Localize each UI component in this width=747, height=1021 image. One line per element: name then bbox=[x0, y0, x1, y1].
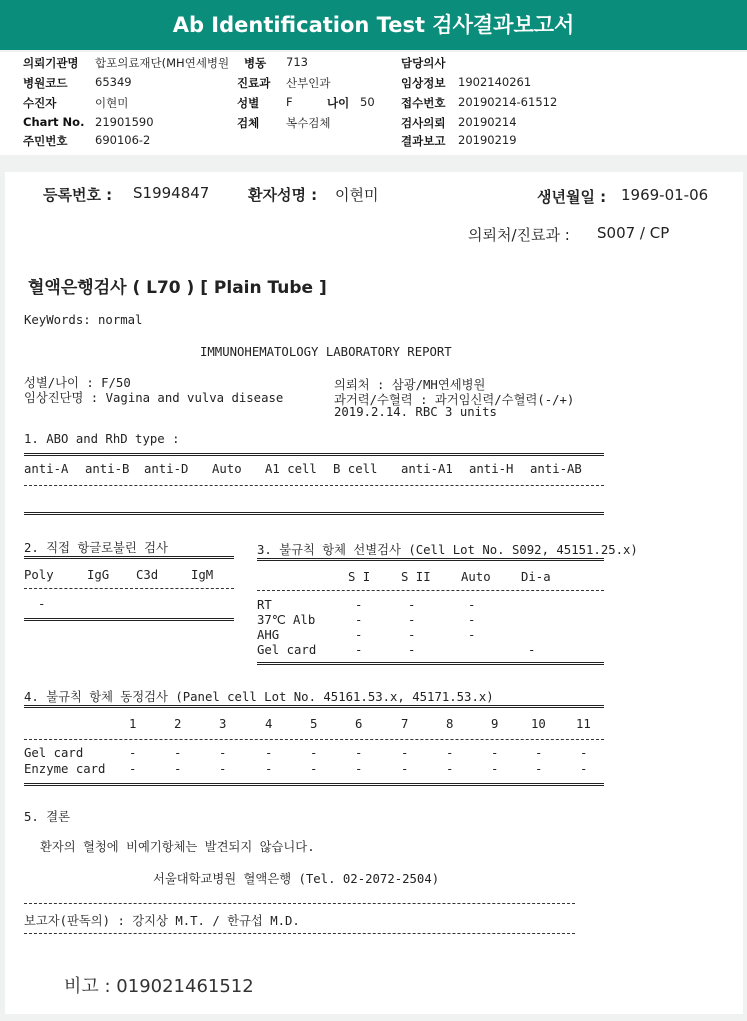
scanned-report-page bbox=[5, 172, 743, 1014]
panel-cell: - bbox=[535, 762, 543, 776]
panel-cell: - bbox=[401, 762, 409, 776]
abo-col-a1-cell: A1 cell bbox=[265, 462, 317, 476]
resident-no-label: 주민번호 bbox=[23, 134, 68, 148]
section4-mid-rule bbox=[24, 739, 604, 740]
panel-cell: - bbox=[265, 746, 273, 760]
transfusion-line: 2019.2.14. RBC 3 units bbox=[334, 405, 497, 419]
screen-col-dia: Di-a bbox=[521, 570, 551, 584]
chart-no-label: Chart No. bbox=[23, 115, 85, 129]
abo-col-anti-d: anti-D bbox=[144, 462, 189, 476]
panel-cell: - bbox=[535, 746, 543, 760]
dob-value: 1969-01-06 bbox=[621, 186, 709, 204]
abo-col-auto: Auto bbox=[212, 462, 242, 476]
panel-col: 3 bbox=[219, 717, 227, 731]
screen-cell: - bbox=[355, 643, 363, 657]
referral-dept-label: 의뢰처/진료과 : bbox=[468, 226, 570, 244]
panel-cell: - bbox=[219, 762, 227, 776]
screen-col-s2: S II bbox=[401, 570, 431, 584]
panel-cell: - bbox=[491, 746, 499, 760]
result-report-date-value: 20190219 bbox=[458, 133, 517, 147]
panel-col: 2 bbox=[174, 717, 182, 731]
panel-cell: - bbox=[446, 762, 454, 776]
report-heading: IMMUNOHEMATOLOGY LABORATORY REPORT bbox=[200, 345, 452, 359]
screen-cell: - bbox=[468, 598, 476, 612]
screen-cell: - bbox=[528, 643, 536, 657]
section1-top-rule bbox=[24, 453, 604, 456]
panel-col: 6 bbox=[355, 717, 363, 731]
screen-cell: - bbox=[355, 598, 363, 612]
section3-bottom-rule bbox=[257, 662, 604, 665]
dat-result-value: - bbox=[38, 597, 46, 611]
keywords: KeyWords: normal bbox=[24, 313, 143, 327]
section4-top-rule bbox=[24, 705, 604, 708]
panel-cell: - bbox=[355, 762, 363, 776]
requesting-institution-label: 의뢰기관명 bbox=[23, 56, 79, 70]
clinical-diagnosis-line: 임상진단명 : Vagina and vulva disease bbox=[24, 391, 284, 405]
dat-col-poly: Poly bbox=[24, 568, 54, 582]
dat-col-igm: IgM bbox=[191, 568, 214, 582]
panel-cell: - bbox=[219, 746, 227, 760]
panel-cell: - bbox=[174, 762, 182, 776]
screen-row-name: Gel card bbox=[257, 643, 317, 657]
panel-cell: - bbox=[129, 762, 137, 776]
patient-value: 이현미 bbox=[95, 96, 129, 110]
screen-cell: - bbox=[408, 613, 416, 627]
section3-title: 3. 불규칙 항체 선별검사 (Cell Lot No. S092, 45151.25.x) bbox=[257, 543, 638, 557]
screen-row-name: RT bbox=[257, 598, 272, 612]
requesting-institution-value: 합포의료재단(MH연세병원 bbox=[95, 56, 230, 70]
hospital-code-value: 65349 bbox=[95, 75, 132, 89]
panel-cell: - bbox=[310, 762, 318, 776]
section4-bottom-rule bbox=[24, 783, 604, 786]
panel-col: 4 bbox=[265, 717, 273, 731]
screen-row-name: AHG bbox=[257, 628, 280, 642]
section2-title: 2. 직접 항글로불린 검사 bbox=[24, 541, 168, 555]
attending-physician-label: 담당의사 bbox=[401, 56, 446, 70]
requester-line: 의뢰처 : 삼광/MH연세병원 bbox=[334, 378, 486, 392]
abo-col-anti-a1: anti-A1 bbox=[401, 462, 453, 476]
abo-col-b-cell: B cell bbox=[333, 462, 378, 476]
result-report-date-label: 결과보고 bbox=[401, 134, 446, 148]
section1-title: 1. ABO and RhD type : bbox=[24, 432, 180, 446]
panel-cell: - bbox=[446, 746, 454, 760]
clinical-info-label: 임상정보 bbox=[401, 76, 446, 90]
blood-bank-info: 서울대학교병원 혈액은행 (Tel. 02-2072-2504) bbox=[153, 872, 440, 886]
sex-age-line: 성별/나이 : F/50 bbox=[24, 376, 131, 390]
screen-cell: - bbox=[468, 628, 476, 642]
dat-col-igg: IgG bbox=[87, 568, 110, 582]
dat-col-c3d: C3d bbox=[136, 568, 159, 582]
section2-top-rule bbox=[24, 556, 234, 559]
panel-col: 5 bbox=[310, 717, 318, 731]
panel-row-name: Gel card bbox=[24, 746, 84, 760]
section2-bottom-rule bbox=[24, 618, 234, 621]
registration-no-value: S1994847 bbox=[133, 184, 210, 202]
panel-col: 7 bbox=[401, 717, 409, 731]
screen-cell: - bbox=[468, 613, 476, 627]
panel-row-name: Enzyme card bbox=[24, 762, 106, 776]
section1-bottom-rule bbox=[24, 512, 604, 515]
test-request-date-value: 20190214 bbox=[458, 115, 517, 129]
section2-mid-rule bbox=[24, 588, 234, 589]
panel-col: 1 bbox=[129, 717, 137, 731]
ward-value: 713 bbox=[286, 55, 308, 69]
age-label: 나이 bbox=[327, 96, 350, 110]
screen-cell: - bbox=[355, 613, 363, 627]
patient-name-label: 환자성명 : bbox=[248, 186, 318, 204]
panel-cell: - bbox=[580, 762, 588, 776]
screen-col-auto: Auto bbox=[461, 570, 491, 584]
screen-cell: - bbox=[408, 643, 416, 657]
abo-col-anti-b: anti-B bbox=[85, 462, 130, 476]
chart-no-value: 21901590 bbox=[95, 115, 154, 129]
abo-col-anti-ab: anti-AB bbox=[530, 462, 582, 476]
conclusion-text: 환자의 혈청에 비예기항체는 발견되지 않습니다. bbox=[40, 840, 315, 854]
panel-col: 9 bbox=[491, 717, 499, 731]
panel-cell: - bbox=[355, 746, 363, 760]
panel-cell: - bbox=[580, 746, 588, 760]
panel-cell: - bbox=[265, 762, 273, 776]
screen-row-name: 37℃ Alb bbox=[257, 613, 316, 627]
clinical-info-value: 1902140261 bbox=[458, 75, 532, 89]
panel-cell: - bbox=[129, 746, 137, 760]
patient-label: 수진자 bbox=[23, 96, 57, 110]
screen-cell: - bbox=[408, 628, 416, 642]
abo-col-anti-h: anti-H bbox=[469, 462, 514, 476]
sex-value: F bbox=[286, 95, 293, 109]
section3-mid-rule bbox=[257, 590, 604, 591]
specimen-label: 검체 bbox=[237, 116, 260, 130]
reporter-top-rule bbox=[24, 903, 575, 904]
screen-cell: - bbox=[408, 598, 416, 612]
panel-col: 11 bbox=[576, 717, 591, 731]
section5-title: 5. 결론 bbox=[24, 810, 70, 824]
dob-label: 생년월일 : bbox=[537, 188, 607, 206]
abo-col-anti-a: anti-A bbox=[24, 462, 69, 476]
registration-no-label: 등록번호 : bbox=[43, 186, 113, 204]
referral-dept-value: S007 / CP bbox=[597, 224, 670, 242]
section3-top-rule bbox=[257, 558, 604, 561]
test-request-date-label: 검사의뢰 bbox=[401, 116, 446, 130]
report-title: Ab Identification Test 검사결과보고서 bbox=[172, 13, 575, 37]
panel-cell: - bbox=[401, 746, 409, 760]
test-title: 혈액은행검사 ( L70 ) [ Plain Tube ] bbox=[28, 278, 327, 298]
history-line: 과거력/수혈력 : 과거임신력/수혈력(-/+) bbox=[334, 393, 575, 407]
hospital-code-label: 병원코드 bbox=[23, 76, 68, 90]
section4-title: 4. 불규칙 항체 동정검사 (Panel cell Lot No. 45161.53.x, 45171.53.x) bbox=[24, 690, 494, 704]
department-label: 진료과 bbox=[237, 76, 271, 90]
age-value: 50 bbox=[360, 95, 375, 109]
reporter-line: 보고자(판독의) : 강지상 M.T. / 한규섭 M.D. bbox=[24, 914, 300, 928]
screen-cell: - bbox=[355, 628, 363, 642]
sex-label: 성별 bbox=[237, 96, 260, 110]
resident-no-value: 690106-2 bbox=[95, 133, 151, 147]
header-info-panel bbox=[0, 52, 747, 155]
accession-no-value: 20190214-61512 bbox=[458, 95, 558, 109]
report-title-bar bbox=[0, 0, 747, 50]
panel-cell: - bbox=[310, 746, 318, 760]
specimen-value: 복수검체 bbox=[286, 116, 331, 130]
department-value: 산부인과 bbox=[286, 76, 331, 90]
screen-col-s1: S I bbox=[348, 570, 371, 584]
panel-cell: - bbox=[174, 746, 182, 760]
section1-mid-rule bbox=[24, 485, 604, 486]
panel-col: 10 bbox=[531, 717, 546, 731]
accession-no-label: 접수번호 bbox=[401, 96, 446, 110]
ward-label: 병동 bbox=[244, 56, 267, 70]
panel-cell: - bbox=[491, 762, 499, 776]
panel-col: 8 bbox=[446, 717, 454, 731]
remarks-note: 비고 : 019021461512 bbox=[64, 976, 254, 997]
reporter-bottom-rule bbox=[24, 933, 575, 934]
patient-name-value: 이현미 bbox=[335, 186, 379, 204]
